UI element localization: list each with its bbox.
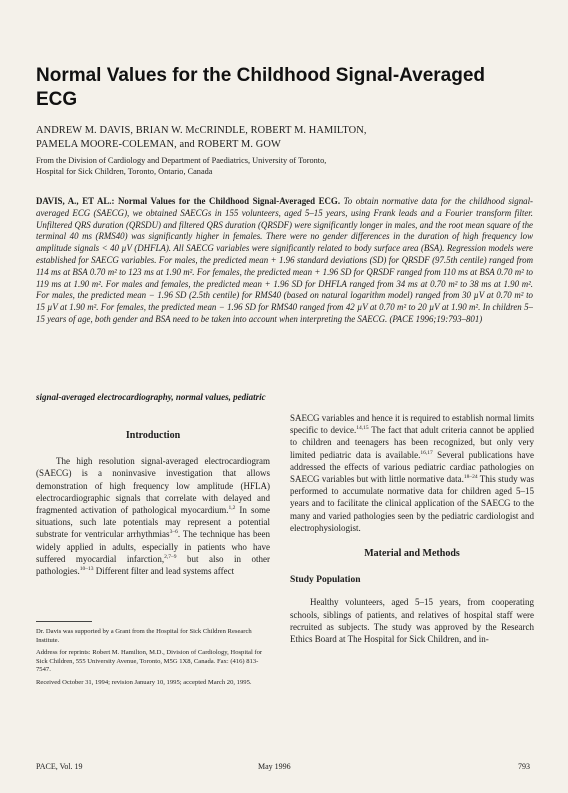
footnote-support: Dr. Davis was supported by a Grant from the Hospital for Sick Children Research Institute. [36,628,252,644]
introduction-paragraph: The high resolution signal-averaged electrocardiogram (SAECG) is a noninvasive investigation that allows demonstration of high frequency low amplitude (HFLA) electrocardiographic signals that correlate with delayed and fragmented activation of pathological myocardium.$^{1,2}$ In some situations, such late potentials may represent a potential substrate for ventricular arrhythmias$^{3-6}$. The technique has been widely applied in adults, especially in patients who have suffered myocardial infarction,$^{2,7-9}$ but also in other pathologies.$^{10-13}$ Different filter and lead systems affect [36,456,270,577]
footnote-address: Address for reprints: Robert M. Hamilton, M.D., Division of Cardiology, Hospital for Sick Children, 555 University Avenue, Toronto, M5G 1X8, Canada. Fax: (416) 813-7547. [36,649,263,674]
abstract-text: To obtain normative data for the childhood signal-averaged ECG (SAECG), we obtained SAECGs in 155 volunteers, aged 5–15 years, using Frank leads and a Fourier transform filter. Unfiltered QRS duration (QRSDU) and filtered QRS duration (QRSDF) were significantly longer in males, and the root mean square of the terminal 40 ms (RMS40) was significantly higher in females. There were no gender differences in the duration of high frequency low amplitude signals < 40 µV (DHFLA). All SAECG variables were significantly related to body surface area (BSA). Regression models were established for SAECG variables. For males, the predicted mean + 1.96 standard deviations (SD) for QRSDF (97.5th centile) ranged from 114 ms at BSA 0.70 m² to 123 ms at 1.90 m². For females, the predicted mean + 1.96 SD for QRSDF ranged from 110 ms at BSA 0.70 m² to 119 ms at 1.90 m². For males and females, the predicted mean + 1.96 SD for DHFLA ranged from 34 ms at 0.70 m² to 38 ms at 1.90 m². For males, the predicted mean − 1.96 SD (2.5th centile) for RMS40 (based on natural logarithm model) ranged from 30 µV at 0.70 m² to 15 µV at 1.90 m². For females, the predicted mean − 1.96 SD for RMS40 ranged from 42 µV at 0.70 m² to 20 µV at 1.90 m². In children 5–15 years of age, both gender and BSA need to be taken into account when interpreting the SAECG. (PACE 1996;19:793–801) [36,196,533,324]
footer-journal: PACE, Vol. 19 [36,762,83,771]
footnote-divider [36,621,92,622]
affiliation-line-1: From the Division of Cardiology and Department of Paediatrics, University of Toronto, [36,156,327,165]
abstract-lead: DAVIS, A., ET AL.: Normal Values for the Childhood Signal-Averaged ECG. [36,196,341,206]
right-column [290,412,534,645]
keywords: signal-averaged electrocardiography, normal values, pediatric [36,392,266,402]
footnote-received: Received October 31, 1994; revision January 10, 1995; accepted March 20, 1995. [36,678,252,686]
footer-page-number: 793 [518,762,530,771]
article-title: Normal Values for the Childhood Signal-Averaged ECG [36,65,486,110]
left-column [36,430,270,577]
authors-line-2: PAMELA MOORE-COLEMAN, and ROBERT M. GOW [36,139,281,150]
methods-heading: Material and Methods [364,548,460,560]
affiliation-line-2: Hospital for Sick Children, Toronto, Ontario, Canada [36,167,213,176]
affiliation [36,155,536,177]
study-population-paragraph: Healthy volunteers, aged 5–15 years, from cooperating schools, siblings of patients, and relatives of hospital staff were recruited as subjects. The study was approved by the Research Ethics Board at The Hospital for Sick Children, and in- [290,597,534,645]
footer-date: May 1996 [258,762,291,771]
authors-line-1: ANDREW M. DAVIS, BRIAN W. McCRINDLE, ROBERT M. HAMILTON, [36,125,367,136]
continued-paragraph: SAECG variables and hence it is required to establish normal limits specific to device.$^{14,15}$ The fact that adult criteria cannot be applied to children and teenagers has been recognized, but only very limited pediatric data is available.$^{16,17}$ Several publications have addressed the effects of various pediatric cardiac pathologies on SAECG variables but with little normative data.$^{18-24}$ This study was performed to accumulate normative data for children aged 5–15 years and to facilitate the clinical application of the SAECG to the many and varied pathologies seen by the pediatric cardiologist and electrophysiologist. [290,413,534,533]
footnotes [36,628,270,692]
author-list [36,124,536,152]
study-population-heading: Study Population [290,575,361,586]
abstract [36,196,533,326]
introduction-heading: Introduction [125,430,181,441]
